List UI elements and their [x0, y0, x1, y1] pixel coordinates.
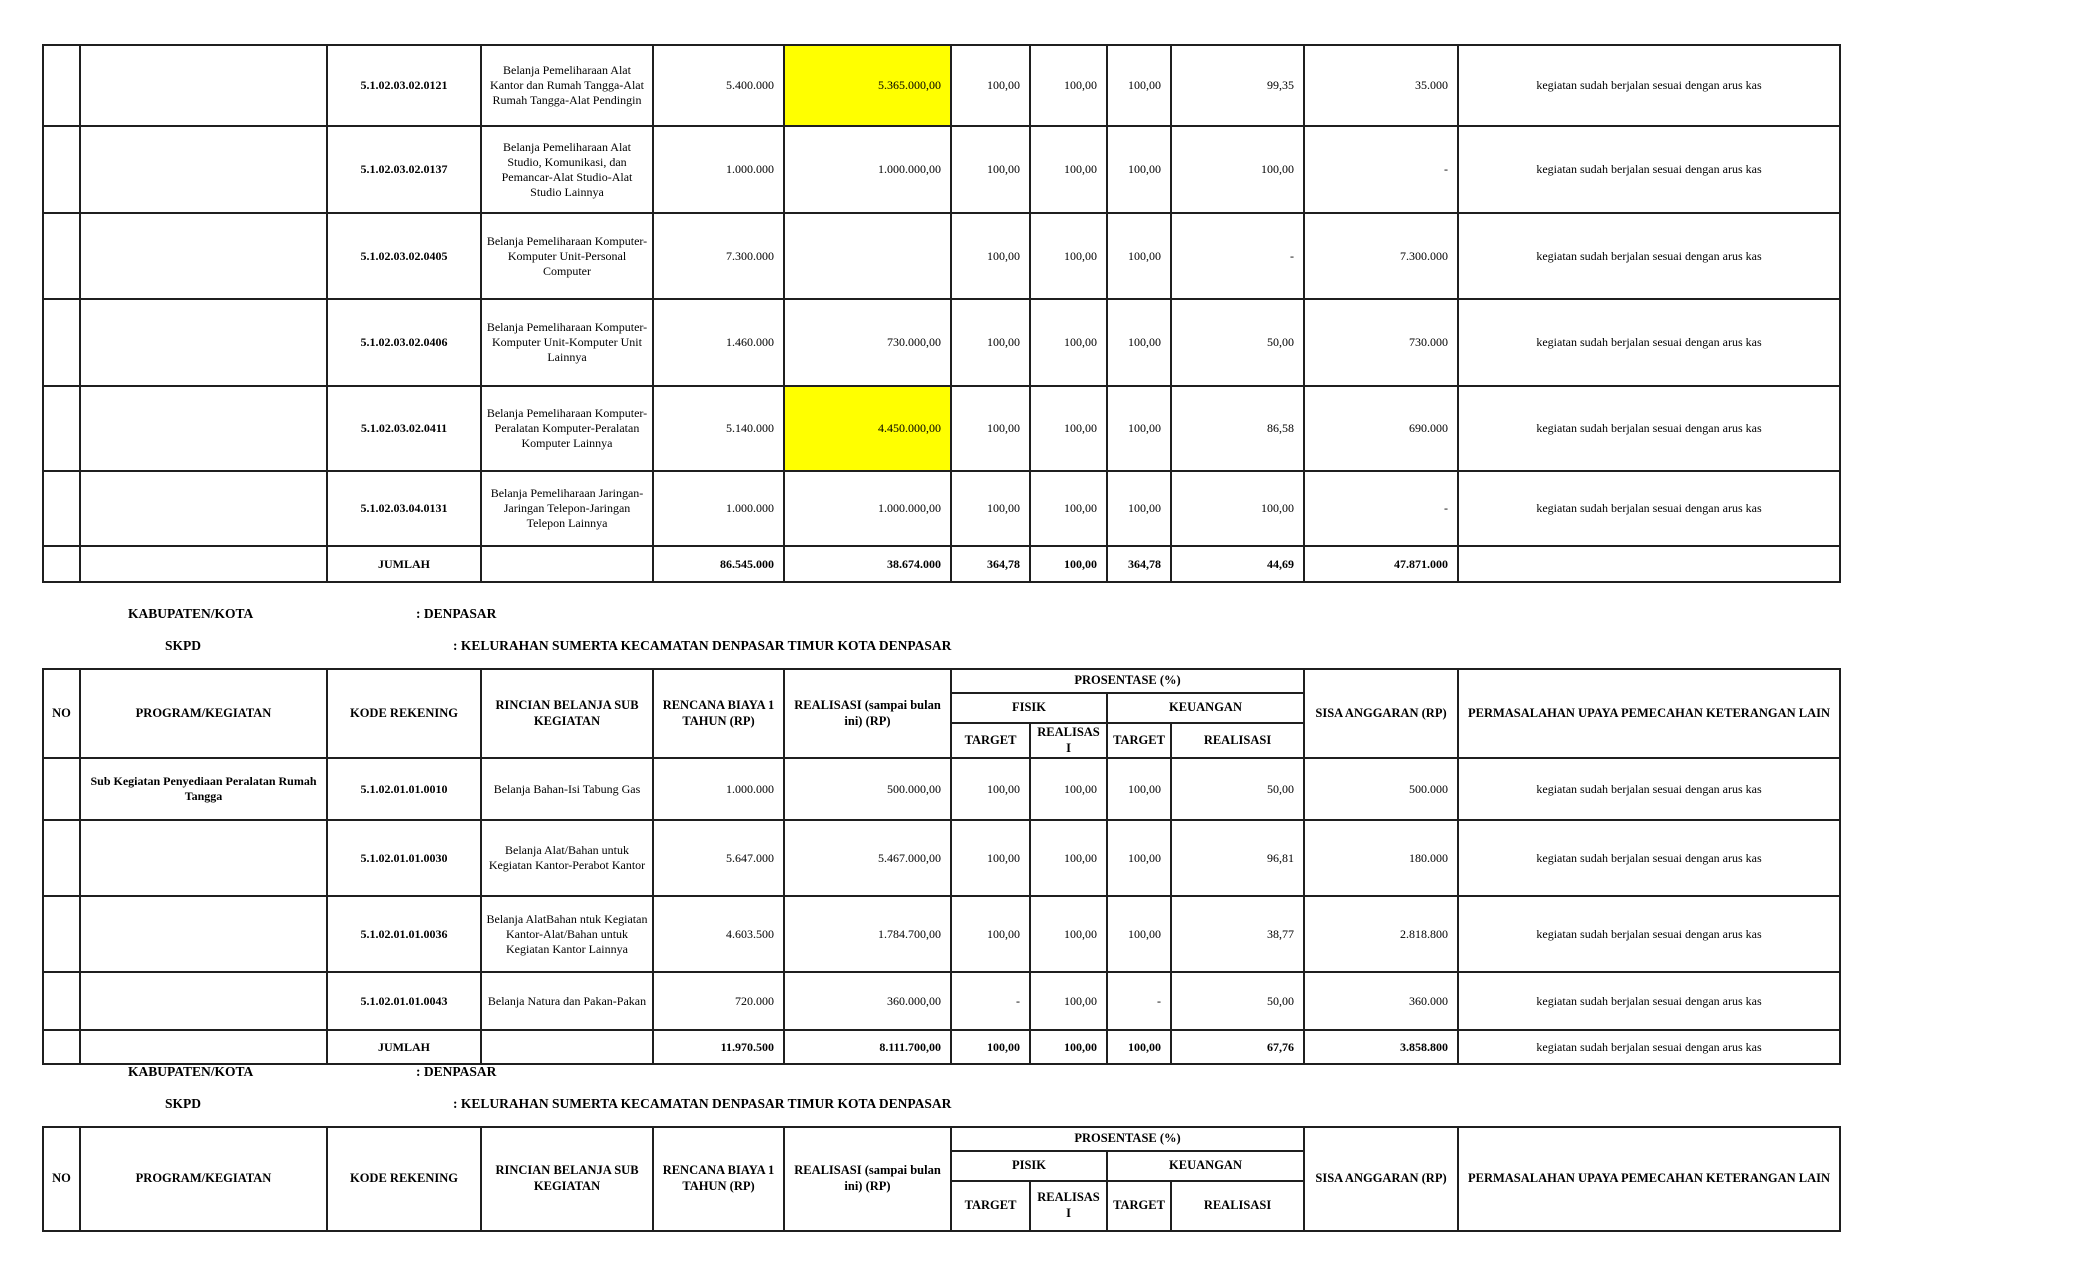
cell-keuangan_target: 100,00: [1107, 820, 1171, 896]
jumlah-keuangan-target: 364,78: [1107, 546, 1171, 582]
cell-rencana: 1.000.000: [653, 471, 784, 546]
cell-program: [80, 896, 327, 972]
header-rencana: RENCANA BIAYA 1 TAHUN (RP): [653, 1127, 784, 1231]
cell-program: [80, 45, 327, 126]
cell-rincian: [481, 546, 653, 582]
cell-no: [43, 1030, 80, 1064]
kabupaten-value: : DENPASAR: [416, 606, 497, 621]
cell-fisik_realisasi: 100,00: [1030, 820, 1107, 896]
table-row: [43, 471, 1840, 546]
cell-rencana: 720.000: [653, 972, 784, 1030]
jumlah-keuangan-realisasi: 67,76: [1171, 1030, 1304, 1064]
cell-keterangan: kegiatan sudah berjalan sesuai dengan arus kas: [1458, 126, 1840, 213]
cell-keuangan_target: 100,00: [1107, 213, 1171, 299]
header-sisa: SISA ANGGARAN (RP): [1304, 669, 1458, 758]
cell-rincian: Belanja Natura dan Pakan-Pakan: [481, 972, 653, 1030]
cell-realisasi: 1.784.700,00: [784, 896, 951, 972]
cell-program: [80, 386, 327, 471]
skpd-value: : KELURAHAN SUMERTA KECAMATAN DENPASAR TIMUR KOTA DENPASAR: [453, 638, 952, 653]
cell-realisasi: 730.000,00: [784, 299, 951, 386]
cell-keterangan: kegiatan sudah berjalan sesuai dengan arus kas: [1458, 758, 1840, 820]
table-row: [43, 213, 1840, 299]
cell-keuangan_target: 100,00: [1107, 299, 1171, 386]
cell-kode: 5.1.02.01.01.0036: [327, 896, 481, 972]
jumlah-sisa: 3.858.800: [1304, 1030, 1458, 1064]
table-row: [43, 45, 1840, 126]
cell-fisik_target: 100,00: [951, 471, 1030, 546]
cell-rincian: Belanja Pemeliharaan Komputer-Komputer Unit-Personal Computer: [481, 213, 653, 299]
skpd-line: [165, 638, 952, 654]
cell-keuangan_realisasi: 99,35: [1171, 45, 1304, 126]
cell-fisik_target: 100,00: [951, 126, 1030, 213]
cell-keterangan: kegiatan sudah berjalan sesuai dengan arus kas: [1458, 213, 1840, 299]
header-permasalahan: PERMASALAHAN UPAYA PEMECAHAN KETERANGAN LAIN: [1458, 669, 1840, 758]
cell-realisasi: 360.000,00: [784, 972, 951, 1030]
cell-fisik_realisasi: 100,00: [1030, 896, 1107, 972]
cell-fisik_target: -: [951, 972, 1030, 1030]
cell-keuangan_realisasi: 38,77: [1171, 896, 1304, 972]
cell-keterangan: kegiatan sudah berjalan sesuai dengan arus kas: [1458, 45, 1840, 126]
cell-sisa: 2.818.800: [1304, 896, 1458, 972]
cell-kode: 5.1.02.03.02.0411: [327, 386, 481, 471]
cell-kode: 5.1.02.01.01.0030: [327, 820, 481, 896]
cell-program: [80, 820, 327, 896]
header-keuangan-target: TARGET: [1107, 723, 1171, 758]
cell-rincian: Belanja Alat/Bahan untuk Kegiatan Kantor-Perabot Kantor: [481, 820, 653, 896]
cell-rencana: 5.140.000: [653, 386, 784, 471]
cell-no: [43, 471, 80, 546]
header-fisik: PISIK: [951, 1151, 1107, 1181]
table-3-clip-region: [42, 1126, 1841, 1220]
jumlah-keterangan: [1458, 546, 1840, 582]
jumlah-sisa: 47.871.000: [1304, 546, 1458, 582]
cell-sisa: 180.000: [1304, 820, 1458, 896]
cell-keuangan_realisasi: 100,00: [1171, 471, 1304, 546]
cell-sisa: 500.000: [1304, 758, 1458, 820]
table-1-footer: [43, 546, 1840, 582]
table-row: [43, 896, 1840, 972]
cell-fisik_target: 100,00: [951, 299, 1030, 386]
cell-keuangan_target: 100,00: [1107, 758, 1171, 820]
header-prosentase: PROSENTASE (%): [951, 1127, 1304, 1151]
cell-program: [80, 471, 327, 546]
realization-table-3: [42, 1126, 1841, 1232]
cell-rincian: Belanja Pemeliharaan Alat Kantor dan Rumah Tangga-Alat Rumah Tangga-Alat Pendingin: [481, 45, 653, 126]
cell-rincian: Belanja Pemeliharaan Komputer-Peralatan Komputer-Peralatan Komputer Lainnya: [481, 386, 653, 471]
cell-no: [43, 45, 80, 126]
kabupaten-label: KABUPATEN/KOTA: [128, 606, 254, 621]
cell-sisa: 730.000: [1304, 299, 1458, 386]
cell-no: [43, 546, 80, 582]
highlighted-cell-realisasi: 4.450.000,00: [784, 386, 951, 471]
jumlah-row: [43, 1030, 1840, 1064]
cell-fisik_target: 100,00: [951, 386, 1030, 471]
cell-fisik_target: 100,00: [951, 758, 1030, 820]
cell-kode: 5.1.02.01.01.0043: [327, 972, 481, 1030]
cell-program: [80, 213, 327, 299]
jumlah-rencana: 11.970.500: [653, 1030, 784, 1064]
cell-keterangan: kegiatan sudah berjalan sesuai dengan arus kas: [1458, 820, 1840, 896]
highlighted-cell-realisasi: 5.365.000,00: [784, 45, 951, 126]
header-kode: KODE REKENING: [327, 669, 481, 758]
cell-fisik_target: 100,00: [951, 820, 1030, 896]
cell-keterangan: kegiatan sudah berjalan sesuai dengan arus kas: [1458, 299, 1840, 386]
cell-fisik_target: 100,00: [951, 213, 1030, 299]
header-program: PROGRAM/KEGIATAN: [80, 1127, 327, 1231]
cell-fisik_realisasi: 100,00: [1030, 126, 1107, 213]
cell-rencana: 5.647.000: [653, 820, 784, 896]
cell-sisa: 35.000: [1304, 45, 1458, 126]
cell-rincian: Belanja AlatBahan ntuk Kegiatan Kantor-Alat/Bahan untuk Kegiatan Kantor Lainnya: [481, 896, 653, 972]
cell-fisik_realisasi: 100,00: [1030, 213, 1107, 299]
table-row: [43, 758, 1840, 820]
kabupaten-line: [128, 1064, 497, 1080]
table-2-footer: [43, 1030, 1840, 1064]
header-permasalahan: PERMASALAHAN UPAYA PEMECAHAN KETERANGAN LAIN: [1458, 1127, 1840, 1231]
header-keuangan-realisasi: REALISASI: [1171, 723, 1304, 758]
jumlah-keuangan-target: 100,00: [1107, 1030, 1171, 1064]
jumlah-realisasi: 8.111.700,00: [784, 1030, 951, 1064]
cell-fisik_realisasi: 100,00: [1030, 758, 1107, 820]
skpd-label: SKPD: [165, 638, 202, 653]
cell-keuangan_target: 100,00: [1107, 471, 1171, 546]
cell-keuangan_target: 100,00: [1107, 126, 1171, 213]
cell-keterangan: kegiatan sudah berjalan sesuai dengan arus kas: [1458, 972, 1840, 1030]
cell-rincian: Belanja Bahan-Isi Tabung Gas: [481, 758, 653, 820]
cell-program: [80, 546, 327, 582]
cell-keuangan_target: 100,00: [1107, 896, 1171, 972]
table-row: [43, 126, 1840, 213]
cell-keuangan_realisasi: 100,00: [1171, 126, 1304, 213]
cell-fisik_target: 100,00: [951, 896, 1030, 972]
cell-no: [43, 820, 80, 896]
cell-keuangan_target: 100,00: [1107, 45, 1171, 126]
cell-program: [80, 299, 327, 386]
cell-rencana: 5.400.000: [653, 45, 784, 126]
cell-no: [43, 386, 80, 471]
cell-keuangan_realisasi: 50,00: [1171, 299, 1304, 386]
table-row: [43, 299, 1840, 386]
cell-realisasi: 1.000.000,00: [784, 471, 951, 546]
cell-keterangan: kegiatan sudah berjalan sesuai dengan arus kas: [1458, 386, 1840, 471]
cell-rencana: 7.300.000: [653, 213, 784, 299]
header-fisik-realisasi: REALISASI: [1030, 1181, 1107, 1231]
header-program: PROGRAM/KEGIATAN: [80, 669, 327, 758]
cell-no: [43, 758, 80, 820]
header-realisasi: REALISASI (sampai bulan ini) (RP): [784, 669, 951, 758]
cell-no: [43, 126, 80, 213]
header-rencana: RENCANA BIAYA 1 TAHUN (RP): [653, 669, 784, 758]
kabupaten-label: KABUPATEN/KOTA: [128, 1064, 254, 1079]
jumlah-label: JUMLAH: [327, 546, 481, 582]
cell-program: [80, 126, 327, 213]
cell-rincian: Belanja Pemeliharaan Komputer-Komputer Unit-Komputer Unit Lainnya: [481, 299, 653, 386]
cell-rencana: 1.000.000: [653, 758, 784, 820]
header-fisik: FISIK: [951, 693, 1107, 723]
jumlah-keterangan: kegiatan sudah berjalan sesuai dengan arus kas: [1458, 1030, 1840, 1064]
table-1-body: [43, 45, 1840, 546]
header-prosentase: PROSENTASE (%): [951, 669, 1304, 693]
cell-rincian: Belanja Pemeliharaan Jaringan-Jaringan Telepon-Jaringan Telepon Lainnya: [481, 471, 653, 546]
header-no: NO: [43, 669, 80, 758]
cell-keuangan_target: -: [1107, 972, 1171, 1030]
cell-keuangan_target: 100,00: [1107, 386, 1171, 471]
cell-kode: 5.1.02.03.02.0406: [327, 299, 481, 386]
cell-keuangan_realisasi: 96,81: [1171, 820, 1304, 896]
header-keuangan: KEUANGAN: [1107, 1151, 1304, 1181]
cell-fisik_realisasi: 100,00: [1030, 386, 1107, 471]
cell-kode: 5.1.02.03.02.0405: [327, 213, 481, 299]
skpd-line: [165, 1096, 952, 1112]
header-fisik-realisasi: REALISASI: [1030, 723, 1107, 758]
header-rincian: RINCIAN BELANJA SUB KEGIATAN: [481, 669, 653, 758]
kabupaten-value: : DENPASAR: [416, 1064, 497, 1079]
cell-kode: 5.1.02.01.01.0010: [327, 758, 481, 820]
cell-fisik_realisasi: 100,00: [1030, 299, 1107, 386]
cell-rencana: 1.000.000: [653, 126, 784, 213]
cell-program: [80, 1030, 327, 1064]
cell-sisa: -: [1304, 126, 1458, 213]
cell-no: [43, 896, 80, 972]
header-rincian: RINCIAN BELANJA SUB KEGIATAN: [481, 1127, 653, 1231]
table-2-header: [43, 669, 1840, 758]
jumlah-fisik-realisasi: 100,00: [1030, 546, 1107, 582]
cell-keuangan_realisasi: -: [1171, 213, 1304, 299]
cell-keuangan_realisasi: 86,58: [1171, 386, 1304, 471]
table-2-body: [43, 758, 1840, 1030]
cell-fisik_realisasi: 100,00: [1030, 45, 1107, 126]
table-row: [43, 386, 1840, 471]
table-row: [43, 972, 1840, 1030]
jumlah-fisik-realisasi: 100,00: [1030, 1030, 1107, 1064]
cell-realisasi: 1.000.000,00: [784, 126, 951, 213]
header-keuangan-target: TARGET: [1107, 1181, 1171, 1231]
cell-realisasi: [784, 213, 951, 299]
header-row-1: [43, 1127, 1840, 1151]
cell-rencana: 4.603.500: [653, 896, 784, 972]
jumlah-fisik-target: 100,00: [951, 1030, 1030, 1064]
cell-fisik_target: 100,00: [951, 45, 1030, 126]
cell-no: [43, 972, 80, 1030]
header-sisa: SISA ANGGARAN (RP): [1304, 1127, 1458, 1231]
cell-no: [43, 299, 80, 386]
table-3-header: [43, 1127, 1840, 1231]
jumlah-fisik-target: 364,78: [951, 546, 1030, 582]
header-kode: KODE REKENING: [327, 1127, 481, 1231]
header-keuangan: KEUANGAN: [1107, 693, 1304, 723]
cell-keterangan: kegiatan sudah berjalan sesuai dengan arus kas: [1458, 896, 1840, 972]
cell-keuangan_realisasi: 50,00: [1171, 972, 1304, 1030]
cell-kode: 5.1.02.03.02.0121: [327, 45, 481, 126]
header-realisasi: REALISASI (sampai bulan ini) (RP): [784, 1127, 951, 1231]
cell-rincian: Belanja Pemeliharaan Alat Studio, Komunikasi, dan Pemancar-Alat Studio-Alat Studio Lainnya: [481, 126, 653, 213]
cell-realisasi: 5.467.000,00: [784, 820, 951, 896]
cell-realisasi: 500.000,00: [784, 758, 951, 820]
realization-table-2: [42, 668, 1841, 1065]
cell-sisa: 690.000: [1304, 386, 1458, 471]
skpd-label: SKPD: [165, 1096, 202, 1111]
cell-rincian: [481, 1030, 653, 1064]
cell-no: [43, 213, 80, 299]
cell-fisik_realisasi: 100,00: [1030, 471, 1107, 546]
realization-table-1: [42, 44, 1841, 583]
cell-sisa: 360.000: [1304, 972, 1458, 1030]
jumlah-rencana: 86.545.000: [653, 546, 784, 582]
header-fisik-target: TARGET: [951, 723, 1030, 758]
skpd-value: : KELURAHAN SUMERTA KECAMATAN DENPASAR TIMUR KOTA DENPASAR: [453, 1096, 952, 1111]
cell-program: Sub Kegiatan Penyediaan Peralatan Rumah Tangga: [80, 758, 327, 820]
jumlah-keuangan-realisasi: 44,69: [1171, 546, 1304, 582]
cell-kode: 5.1.02.03.04.0131: [327, 471, 481, 546]
header-fisik-target: TARGET: [951, 1181, 1030, 1231]
cell-keterangan: kegiatan sudah berjalan sesuai dengan arus kas: [1458, 471, 1840, 546]
table-row: [43, 820, 1840, 896]
cell-keuangan_realisasi: 50,00: [1171, 758, 1304, 820]
jumlah-realisasi: 38.674.000: [784, 546, 951, 582]
cell-rencana: 1.460.000: [653, 299, 784, 386]
header-no: NO: [43, 1127, 80, 1231]
cell-sisa: -: [1304, 471, 1458, 546]
cell-program: [80, 972, 327, 1030]
jumlah-label: JUMLAH: [327, 1030, 481, 1064]
header-row-1: [43, 669, 1840, 693]
cell-sisa: 7.300.000: [1304, 213, 1458, 299]
cell-kode: 5.1.02.03.02.0137: [327, 126, 481, 213]
header-keuangan-realisasi: REALISASI: [1171, 1181, 1304, 1231]
kabupaten-line: [128, 606, 497, 622]
cell-fisik_realisasi: 100,00: [1030, 972, 1107, 1030]
jumlah-row: [43, 546, 1840, 582]
